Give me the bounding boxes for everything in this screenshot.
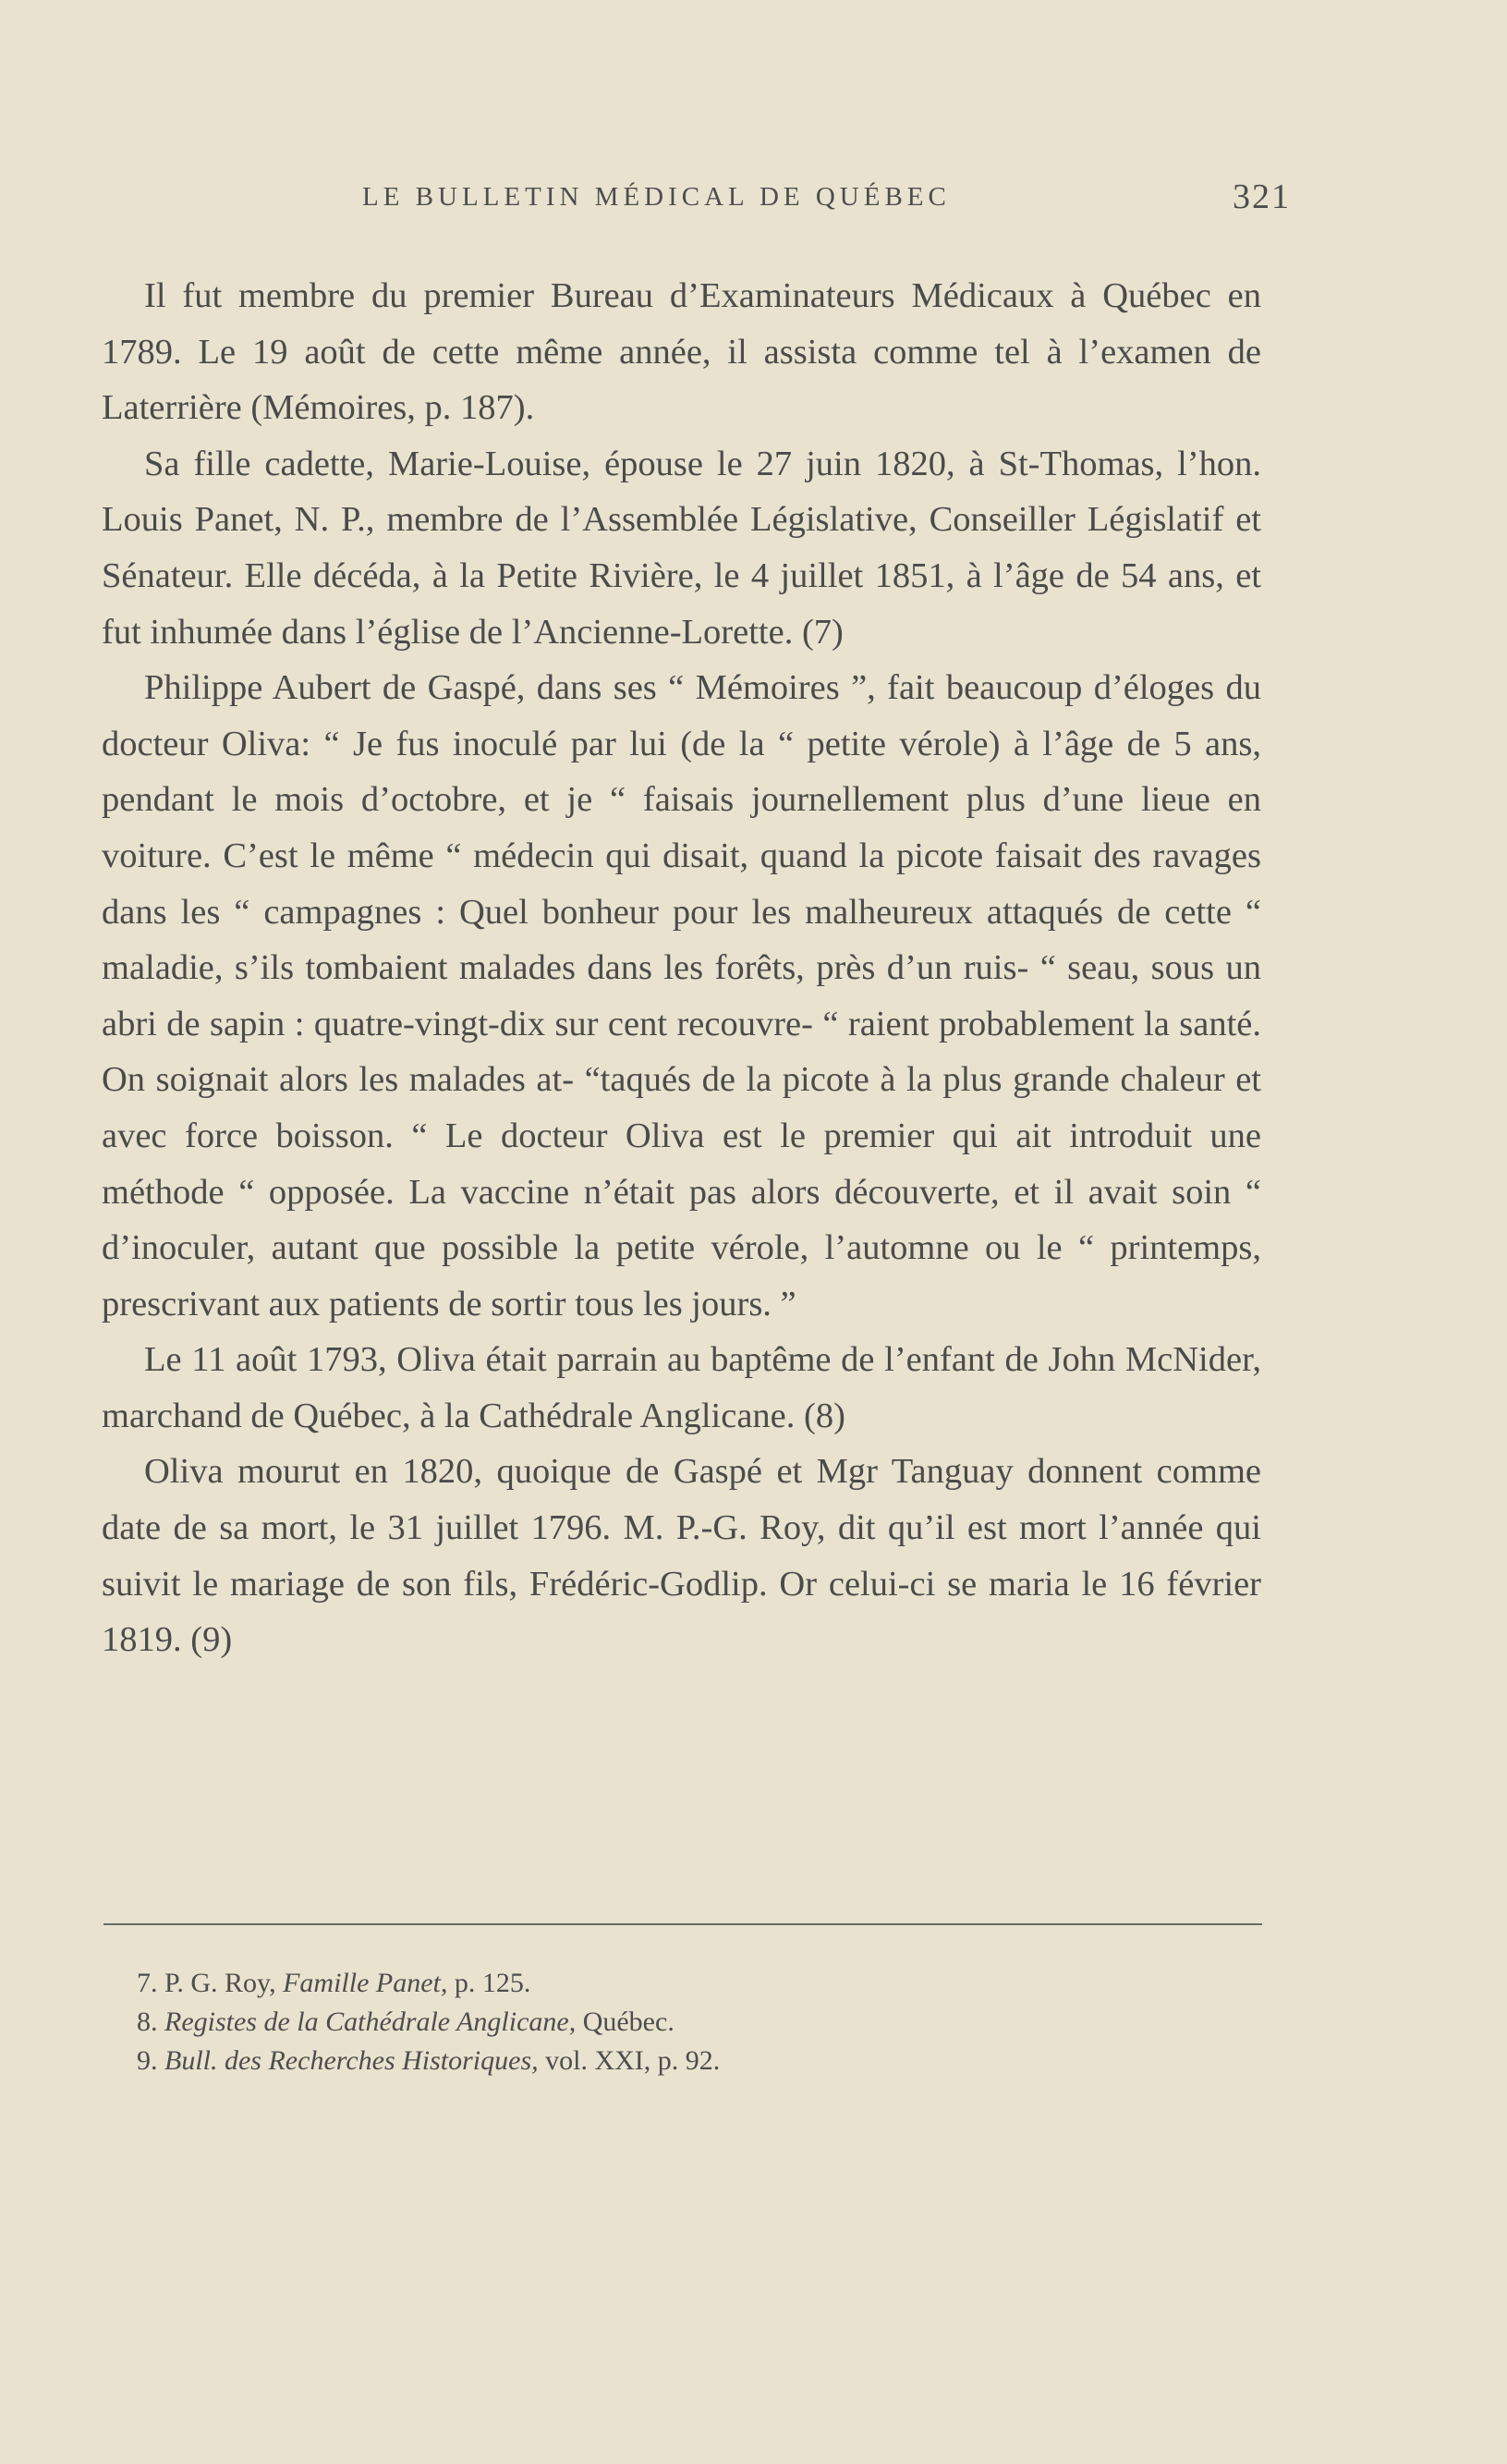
- paragraph: Il fut membre du premier Bureau d’Examinateurs Médicaux à Québec en 1789. Le 19 août de cette même année, il assista comme tel à l’examen de Laterrière (Mémoires, p. 187).: [102, 276, 1261, 428]
- footnote: [137, 2003, 1199, 2042]
- footnote-rest: vol. XXI, p. 92.: [545, 2045, 721, 2076]
- footnote: [137, 1964, 1199, 2003]
- footnote-title: Bull. des Recherches Historiques,: [164, 2045, 539, 2076]
- footnote: [137, 2042, 1199, 2080]
- footnote-number: 8.: [137, 2007, 158, 2037]
- running-title: LE BULLETIN MÉDICAL DE QUÉBEC: [362, 182, 951, 212]
- paragraph: Oliva mourut en 1820, quoique de Gaspé et Mgr Tanguay donnent comme date de sa mort, le 31 juillet 1796. M. P.-G. Roy, dit qu’il est mort l’année qui suivit le mariage de son fils, Frédéric-Godlip. Or celui-ci se maria le 16 février 1819. (9): [102, 1452, 1261, 1660]
- footnote-rest: p. 125.: [454, 1968, 531, 1998]
- footnote-author: P. G. Roy,: [164, 1968, 276, 1998]
- footnote-rest: Québec.: [582, 2007, 675, 2037]
- footnote-number: 9.: [137, 2045, 158, 2076]
- paragraph: Philippe Aubert de Gaspé, dans ses “ Mémoires ”, fait beaucoup d’éloges du docteur Oliva: “ Je fus inoculé par lui (de la “ petite vérole) à l’âge de 5 ans, pendant le mois d’octobre, et je “ faisais journellement plus d’une lieue en voiture. C’est le même “ médecin qui disait, quand la picote faisait des ravages dans les “ campagnes : Quel bonheur pour les malheureux attaqués de cette “ maladie, s’ils tombaient malades dans les forêts, près d’un ruis- “ seau, sous un abri de sapin : quatre-vingt-dix sur cent recouvre- “ raient probablement la santé. On soignait alors les malades at- “taqués de la picote à la plus grande chaleur et avec force boisson. “ Le docteur Oliva est le premier qui ait introduit une méthode “ opposée. La vaccine n’était pas alors découverte, et il avait soin “ d’inoculer, autant que possible la petite vérole, l’automne ou le “ printemps, prescrivant aux patients de sortir tous les jours. ”: [102, 668, 1261, 1323]
- footnote-number: 7.: [137, 1968, 158, 1998]
- footnote-title: Famille Panet,: [283, 1968, 448, 1998]
- paragraph: Le 11 août 1793, Oliva était parrain au baptême de l’enfant de John McNider, marchand de Québec, à la Cathédrale Anglicane. (8): [102, 1340, 1261, 1435]
- page-number: 321: [1233, 177, 1291, 216]
- page-header: [362, 177, 1291, 228]
- footnote-title: Registes de la Cathédrale Anglicane,: [164, 2007, 577, 2037]
- paragraph: Sa fille cadette, Marie-Louise, épouse le 27 juin 1820, à St-Thomas, l’hon. Louis Panet, N. P., membre de l’Assemblée Législative, Conseiller Législatif et Sénateur. Elle décéda, à la Petite Rivière, le 4 juillet 1851, à l’âge de 54 ans, et fut inhumée dans l’église de l’Ancienne-Lorette. (7): [102, 444, 1261, 652]
- footnotes: [137, 1964, 1199, 2080]
- footnote-separator: [103, 1923, 1262, 1925]
- body-text: [102, 268, 1261, 1668]
